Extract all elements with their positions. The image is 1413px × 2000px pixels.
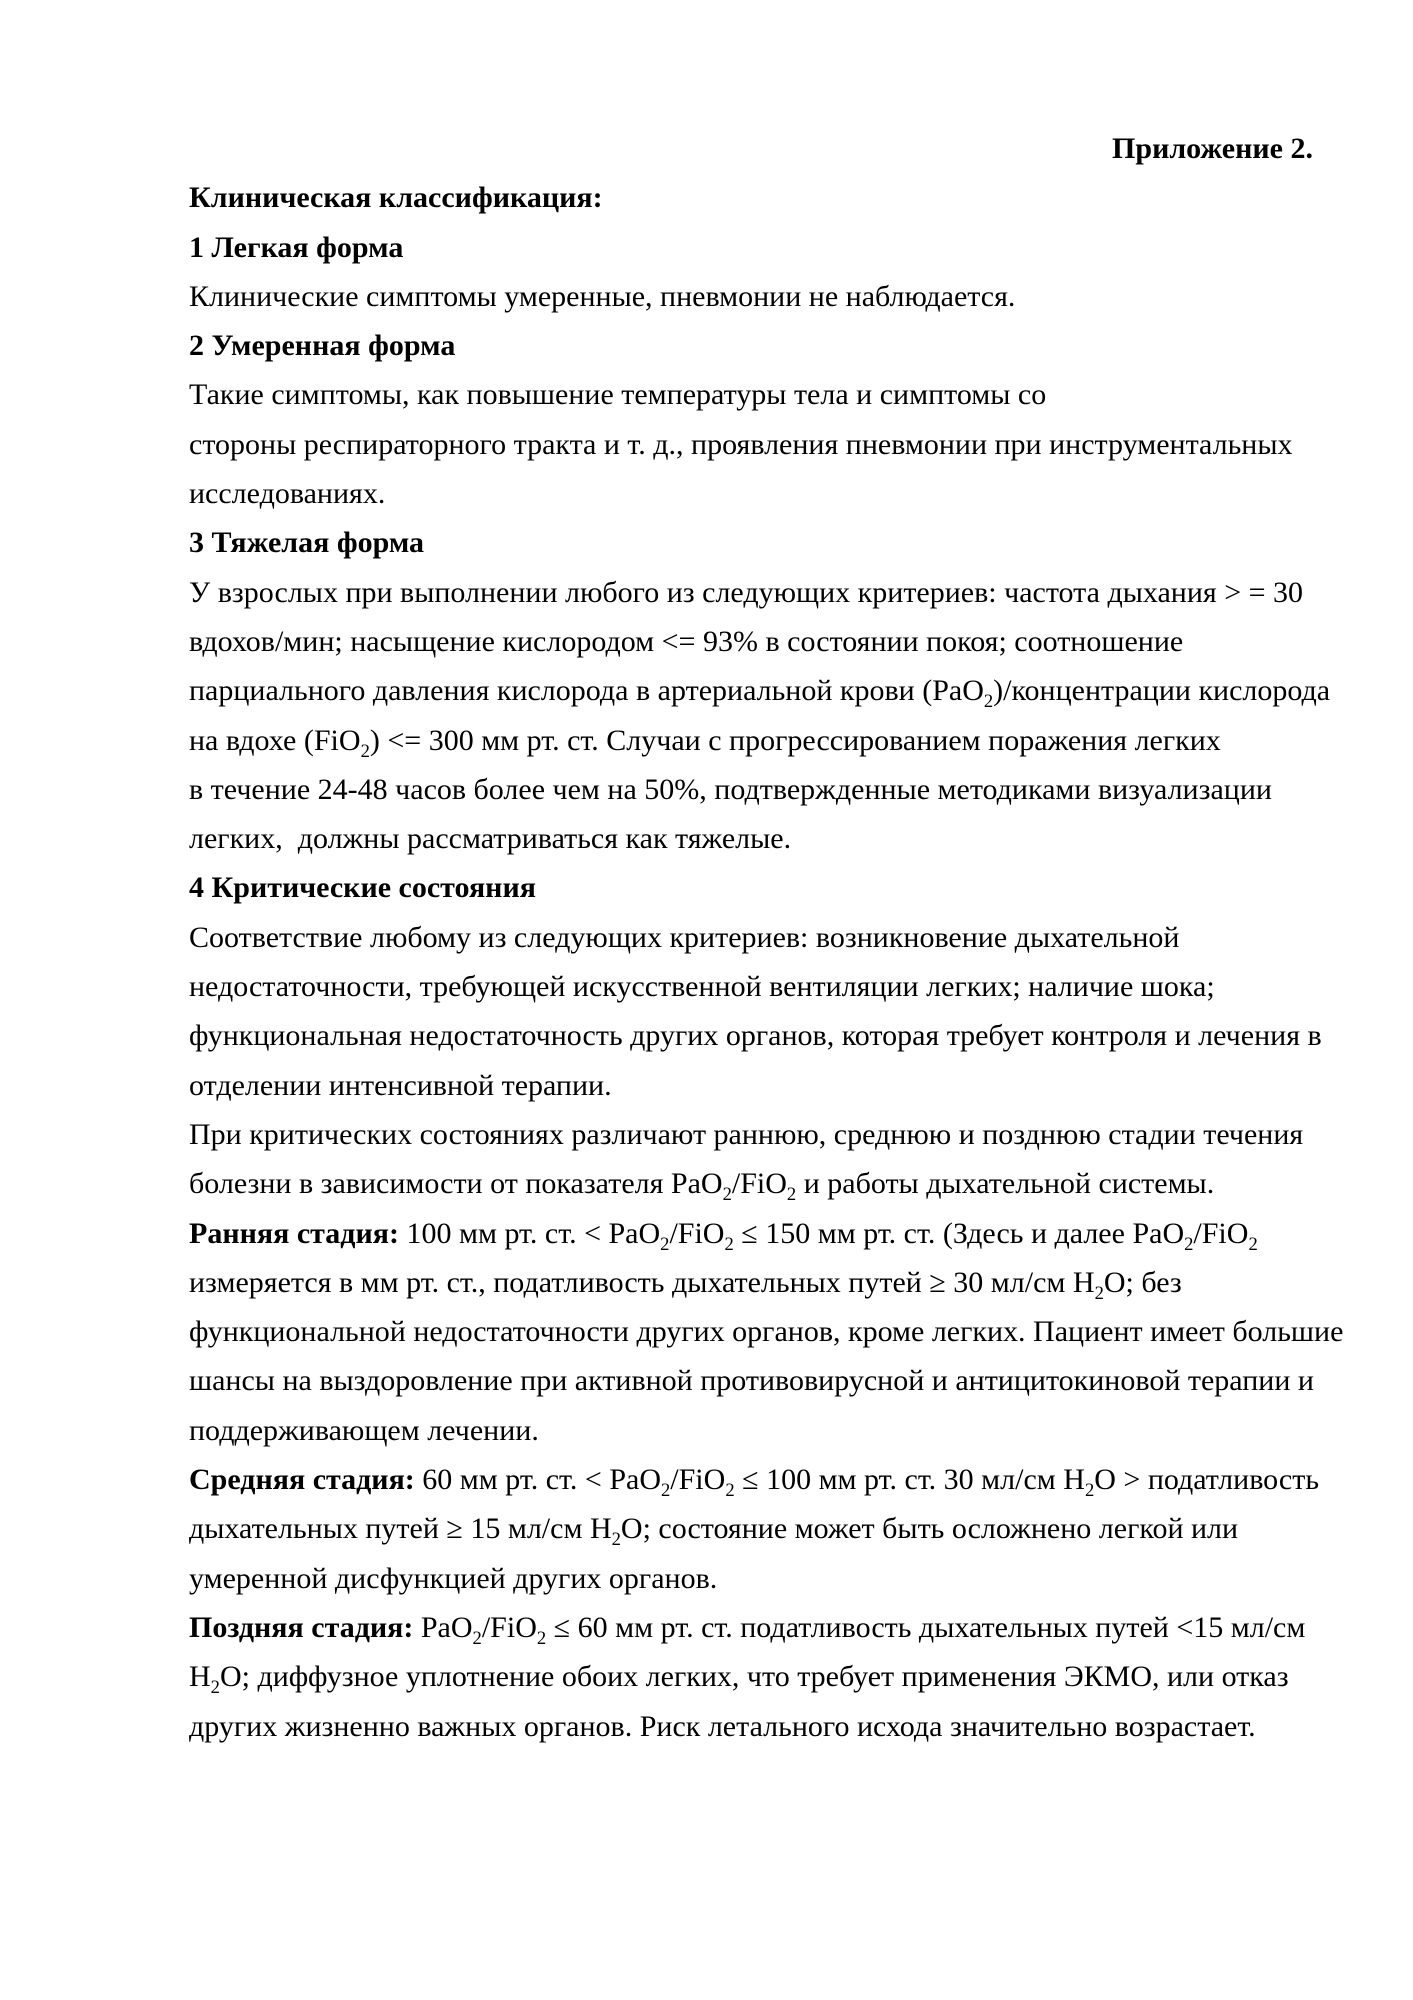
text-line: отделении интенсивной терапии. <box>189 1068 612 1102</box>
text-line: $H_2O$; диффузное уплотнение обоих легких, что требует применения ЭКМО, или отказ <box>189 1660 1289 1699</box>
text-line: измеряется в мм рт. ст., податливость дыхательных путей ≥ 30 мл/см $H_2O$; без <box>189 1265 1182 1304</box>
text-line: Средняя стадия: 60 мм рт. ст. < PaO$_2$/FiO$_2$ ≤ 100 мм рт. ст. 30 мл/см $H_2O$ > податливость <box>189 1463 1320 1502</box>
section-1 <box>189 223 1313 322</box>
text-line: дыхательных путей ≥ 15 мл/см $H_2O$; состояние может быть осложнено легкой или <box>189 1512 1239 1551</box>
text-line: исследованиях. <box>189 477 386 511</box>
text-line: поддерживающем лечении. <box>189 1413 539 1447</box>
appendix-label: Приложение 2. <box>1112 132 1313 165</box>
text-line: функциональной недостаточности других органов, кроме легких. Пациент имеет большие <box>189 1315 1344 1349</box>
text-line: на вдохе (FiO$_2$) <= 300 мм рт. ст. Случаи с прогрессированием поражения легких <box>189 723 1221 762</box>
section-heading: 2 Умеренная форма <box>189 329 456 363</box>
text-line: При критических состояниях различают раннюю, среднюю и позднюю стадии течения <box>189 1117 1304 1151</box>
text-line: Такие симптомы, как повышение температуры тела и симптомы со <box>189 378 1047 412</box>
section-3 <box>189 518 1331 863</box>
text-line: легких, должны рассматриваться как тяжелые. <box>189 822 792 856</box>
text-line: в течение 24-48 часов более чем на 50%, подтвержденные методиками визуализации <box>189 772 1272 806</box>
section-heading: 1 Легкая форма <box>189 230 404 264</box>
section-4 <box>189 863 1344 1750</box>
section-heading: 4 Критические состояния <box>189 871 536 905</box>
text-line: умеренной дисфункцией других органов. <box>189 1561 718 1595</box>
text-line: Ранняя стадия: 100 мм рт. ст. < PaO$_2$/FiO$_2$ ≤ 150 мм рт. ст. (Здесь и далее PaO$_2$/FiO$_2$ <box>189 1216 1258 1255</box>
text-line: недостаточности, требующей искусственной вентиляции легких; наличие шока; <box>189 970 1215 1004</box>
text-line: шансы на выздоровление при активной противовирусной и антицитокиновой терапии и <box>189 1364 1314 1398</box>
text-line: парциального давления кислорода в артериальной крови (PaO$_2$)/концентрации кислорода <box>189 674 1331 713</box>
text-line: Клинические симптомы умеренные, пневмонии не наблюдается. <box>189 279 1016 313</box>
page-title: Клиническая классификация: <box>189 181 603 215</box>
text-line: функциональная недостаточность других органов, которая требует контроля и лечения в <box>189 1019 1322 1053</box>
text-line: болезни в зависимости от показателя PaO$_2$/FiO$_2$ и работы дыхательной системы. <box>189 1167 1215 1206</box>
text-line: вдохов/мин; насыщение кислородом <= 93% в состоянии покоя; соотношение <box>189 624 1184 658</box>
text-line: У взрослых при выполнении любого из следующих критериев: частота дыхания > = 30 <box>189 575 1304 609</box>
text-line: стороны респираторного тракта и т. д., проявления пневмонии при инструментальных <box>189 427 1293 461</box>
section-heading: 3 Тяжелая форма <box>189 526 425 560</box>
sections-container <box>189 223 1344 1751</box>
section-2 <box>189 321 1313 518</box>
text-line: Соответствие любому из следующих критериев: возникновение дыхательной <box>189 920 1180 954</box>
text-line: других жизненно важных органов. Риск летального исхода значительно возрастает. <box>189 1709 1256 1743</box>
text-line: Поздняя стадия: PaO$_2$/FiO$_2$ ≤ 60 мм рт. ст. податливость дыхательных путей <15 мл/см <box>189 1610 1306 1649</box>
